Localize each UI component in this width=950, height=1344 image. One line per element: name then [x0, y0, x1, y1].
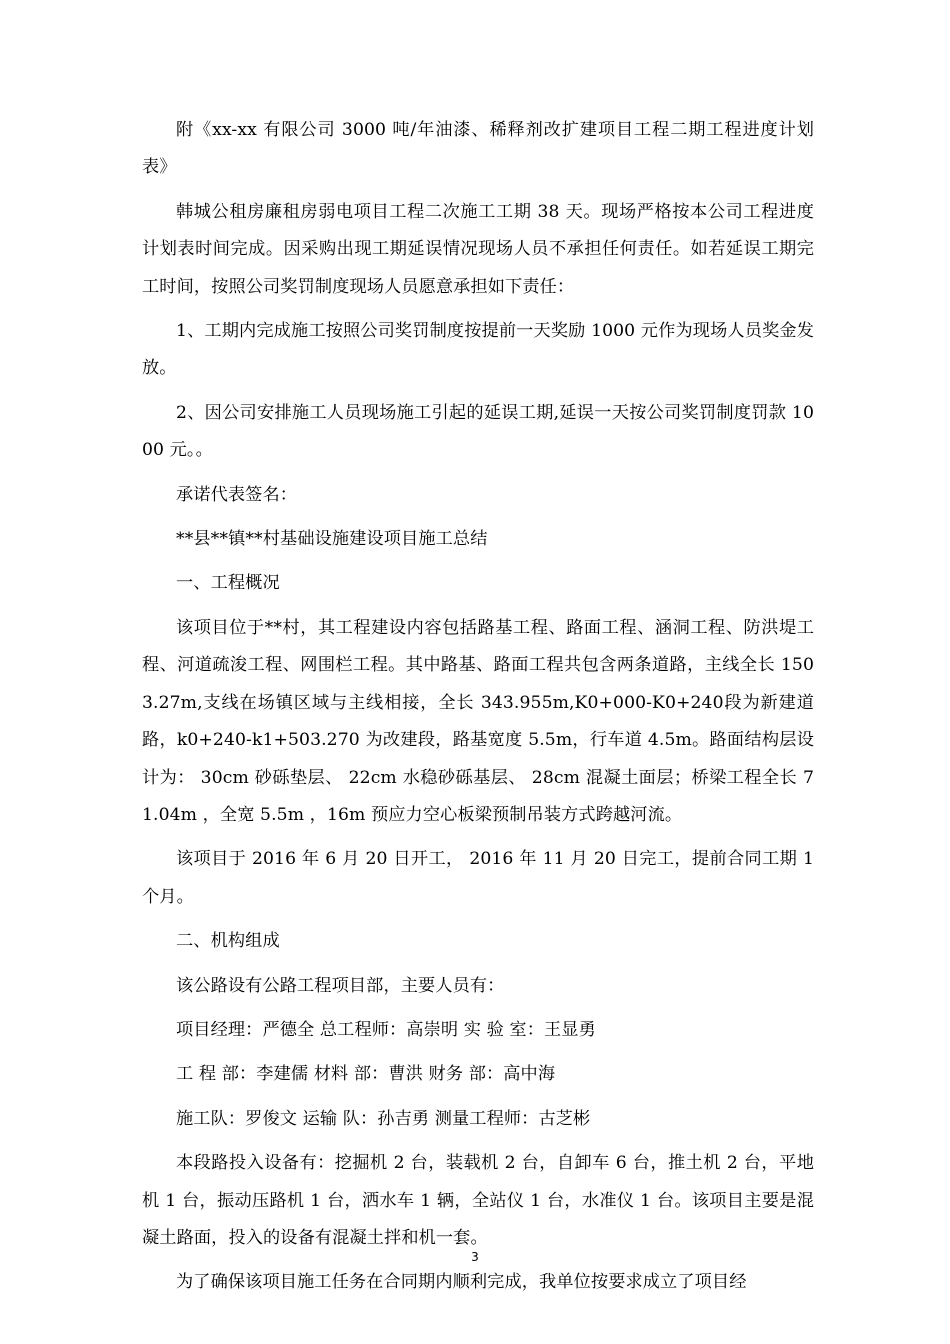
- paragraph-project-team: 为了确保该项目施工任务在合同期内顺利完成，我单位按要求成立了项目经: [176, 1272, 747, 1293]
- page-number: 3: [471, 1250, 479, 1264]
- heading-project-overview: 一、工程概况: [176, 573, 280, 594]
- heading-organization: 二、机构组成: [176, 931, 280, 952]
- paragraph-project-dates: 该项目于 2016 年 6 月 20 日开工， 2016 年 11 月 20 日完工，提前合同工期 1 个月。: [142, 849, 814, 907]
- paragraph-schedule-commitment: 韩城公租房廉租房弱电项目工程二次施工工期 38 天。现场严格按本公司工程进度计划表时间完成。因采购出现工期延误情况现场人员不承担任何责任。如若延误工期完工时间，按照公司奖罚制度现场人员愿意承担如下责任：: [142, 201, 814, 297]
- paragraph-project-scope: 该项目位于**村，其工程建设内容包括路基工程、路面工程、涵洞工程、防洪堤工程、河道疏浚工程、网围栏工程。其中路基、路面工程共包含两条道路，主线全长 1503.27m,支线在场镇区域与主线相接，全长 343.955m,K0+000-K0+240段为新建道路，k0+240-k1+503.270 为改建段，路基宽度 5.5m，行车道 4.5m。路面结构层设计为： 30cm 砂砾垫层、 22cm 水稳砂砾基层、 28cm 混凝土面层；桥梁工程全长 71.04m ，全宽 5.5m ，16m 预应力空心板梁预制吊装方式跨越河流。: [142, 617, 814, 825]
- paragraph-attachment-title: 附《xx-xx 有限公司 3000 吨/年油漆、稀释剂改扩建项目工程二期工程进度计划表》: [142, 120, 814, 178]
- paragraph-signature-line: 承诺代表签名：: [176, 484, 298, 505]
- paragraph-staff-row-2: 工 程 部：李建儒 材料 部：曹洪 财务 部：高中海: [176, 1064, 556, 1085]
- paragraph-equipment: 本段路投入设备有：挖掘机 2 台，装载机 2 台，自卸车 6 台，推土机 2 台，平地机 1 台，振动压路机 1 台，洒水车 1 辆，全站仪 1 台，水准仪 1 台。该项目主要是混凝土路面，投入的设备有混凝土拌和机一套。: [142, 1153, 814, 1248]
- paragraph-staff-row-1: 项目经理：严德全 总工程师：高崇明 实 验 室：王显勇: [176, 1019, 596, 1040]
- paragraph-reward-clause: 1、工期内完成施工按照公司奖罚制度按提前一天奖励 1000 元作为现场人员奖金发放。: [142, 321, 814, 379]
- paragraph-staff-intro: 该公路设有公路工程项目部，主要人员有：: [176, 975, 505, 996]
- paragraph-summary-title: **县**镇**村基础设施建设项目施工总结: [176, 529, 488, 550]
- paragraph-staff-row-3: 施工队：罗俊文 运输 队：孙吉勇 测量工程师：古芝彬: [176, 1108, 591, 1129]
- paragraph-penalty-clause: 2、因公司安排施工人员现场施工引起的延误工期,延误一天按公司奖罚制度罚款 1000 元。。: [142, 402, 814, 461]
- document-body: [142, 112, 814, 1309]
